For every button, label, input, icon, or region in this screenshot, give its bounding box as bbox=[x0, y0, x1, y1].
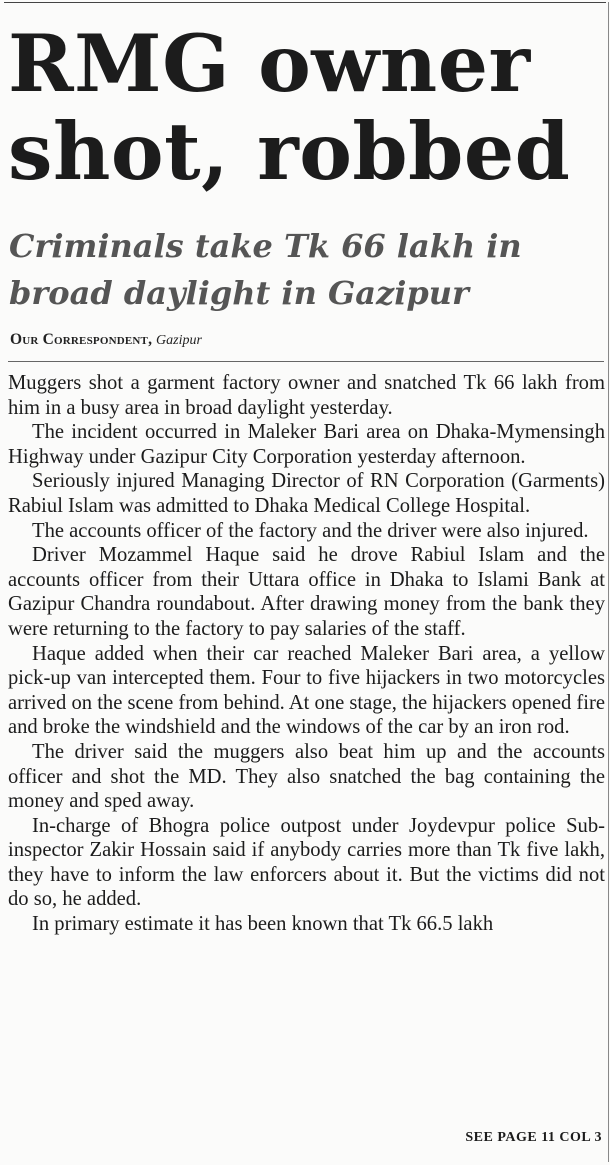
byline-author: Our Correspondent, bbox=[10, 331, 153, 348]
article-body bbox=[8, 371, 605, 937]
byline-divider bbox=[8, 361, 604, 362]
subheadline-line-1: Criminals take Tk 66 lakh in bbox=[9, 227, 522, 265]
paragraph-4: The accounts officer of the factory and the driver were also injured. bbox=[32, 519, 589, 542]
continuation-jump: SEE PAGE 11 COL 3 bbox=[465, 1130, 602, 1145]
paragraph-6: Haque added when their car reached Maleker Bari area, a yellow pick-up van intercepted them. Four to five hijackers in two motorcycles arrived on the scene from behind. At one stage, the hijackers opened fire and broke the windshield and the windows of the car by an iron rod. bbox=[8, 642, 605, 739]
paragraph-2: The incident occurred in Maleker Bari area on Dhaka-Mymensingh Highway under Gazipur City Corporation yesterday afternoon. bbox=[8, 421, 605, 468]
byline-location: Gazipur bbox=[156, 333, 202, 348]
paragraph-5: Driver Mozammel Haque said he drove Rabiul Islam and the accounts officer from their Uttara office in Dhaka to Islami Bank at Gazipur Chandra roundabout. After drawing money from the bank they were returning to the factory to pay salaries of the staff. bbox=[8, 544, 605, 640]
headline-line-1: RMG owner bbox=[8, 17, 531, 110]
headline bbox=[8, 17, 603, 198]
subheadline bbox=[9, 223, 604, 317]
right-border-rule bbox=[608, 2, 609, 1162]
paragraph-8: In-charge of Bhogra police outpost under Joydevpur police Sub-inspector Zakir Hossain said if anybody carries more than Tk five lakh, they have to inform the law enforcers about it. But the victims did not do so, he added. bbox=[8, 814, 605, 911]
paragraph-9: In primary estimate it has been known that Tk 66.5 lakh bbox=[32, 913, 494, 936]
byline bbox=[10, 330, 202, 351]
paragraph-3: Seriously injured Managing Director of RN Corporation (Garments) Rabiul Islam was admitted to Dhaka Medical College Hospital. bbox=[8, 470, 605, 517]
paragraph-1: Muggers shot a garment factory owner and snatched Tk 66 lakh from him in a busy area in broad daylight yesterday. bbox=[8, 372, 605, 419]
headline-line-2: shot, robbed bbox=[8, 105, 571, 198]
subheadline-line-2: broad daylight in Gazipur bbox=[9, 274, 469, 312]
paragraph-7: The driver said the muggers also beat him up and the accounts officer and shot the MD. They also snatched the bag containing the money and sped away. bbox=[8, 740, 605, 813]
top-border-rule bbox=[4, 2, 606, 3]
